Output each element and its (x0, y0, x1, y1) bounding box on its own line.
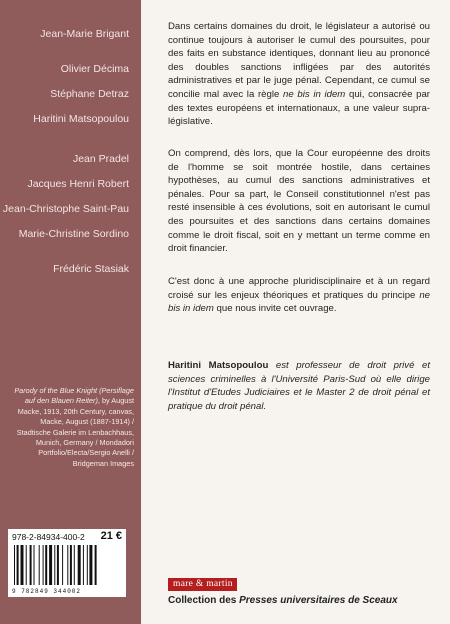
author-name: Marie-Christine Sordino (18, 228, 129, 240)
paragraph: Dans certains domaines du droit, le législateur a autorisé ou continue toujours à autoriser le cumul des poursuites, pour des faits en substance identiques, donnant lieu au prononcé des doubles sanctions infligées par des autorités administratives et par le juge pénal. Cependant, ce cumul se concilie mal avec la règle ne bis in idem qui, consacrée par des textes européens et internationaux, a une valeur supra-législative. (168, 21, 430, 128)
author-name: Olivier Décima (60, 63, 129, 75)
artwork-artist: , by August Macke, 1913, (17, 396, 134, 416)
artwork-title-alt: (Persiflage auf den Blauen Reiter) (24, 386, 134, 406)
author-name: Frédéric Stasiak (53, 263, 129, 275)
author-name: Jean-Marie Brigant (40, 28, 129, 40)
paragraph: On comprend, dès lors, que la Cour européenne des droits de l'homme se soit montrée hostile, dans certaines hypothèses, au cumul des sanctions administratives et pénales. Pour sa part, le Conseil constitutionnel n'est pas resté insensible à ces évolutions, soit en autorisant le cumul des poursuites et des sanctions dans certains domaines comme le droit fiscal, soit en y mettant un terme comme en droit financier. (168, 148, 430, 255)
paragraph: C'est donc à une approche pluridisciplinaire et à un regard croisé sur les enjeux théoriques et pratiques du principe ne bis in idem que nous invite cet ouvrage. (168, 276, 430, 315)
author-bio (168, 359, 430, 413)
isbn-text: 978-2-84934-400-2 (12, 532, 85, 542)
barcode-number: 9 782849 344002 (12, 588, 82, 595)
barcode-graphic (14, 545, 120, 585)
barcode-label (8, 529, 126, 597)
artwork-details: 20th Century, canvas, Macke, August (1887-1914) / Stadtische Galerie im Lenbachhaus, Munich, Germany / Mondadori Portfolio/Electa/Sergio Anelli / Bridgeman Images (16, 406, 134, 468)
publisher-block (168, 573, 444, 606)
artwork-title: Parody of the Blue Knight (14, 386, 98, 395)
price-text: 21 € (100, 530, 122, 542)
author-name: Jacques Henri Robert (27, 178, 129, 190)
publisher-logo: mare & martin (168, 578, 237, 591)
bio-author-name: Haritini Matsopoulou (168, 360, 269, 371)
bio-text: est professeur de droit privé et sciences criminelles à l'Université Paris-Sud où elle dirige l'Institut d'Etudes Judiciaires et le Master 2 de droit pénal et pratique du droit pénal. (168, 360, 430, 412)
collection-name: Collection des Presses universitaires de Sceaux (168, 595, 398, 606)
author-name: Haritini Matsopoulou (33, 113, 129, 125)
author-name: Jean-Christophe Saint-Pau (2, 203, 129, 215)
author-name: Jean Pradel (72, 153, 129, 165)
cover-image-credit (8, 386, 134, 469)
left-sidebar-panel (0, 0, 141, 624)
author-name: Stéphane Detraz (50, 88, 129, 100)
